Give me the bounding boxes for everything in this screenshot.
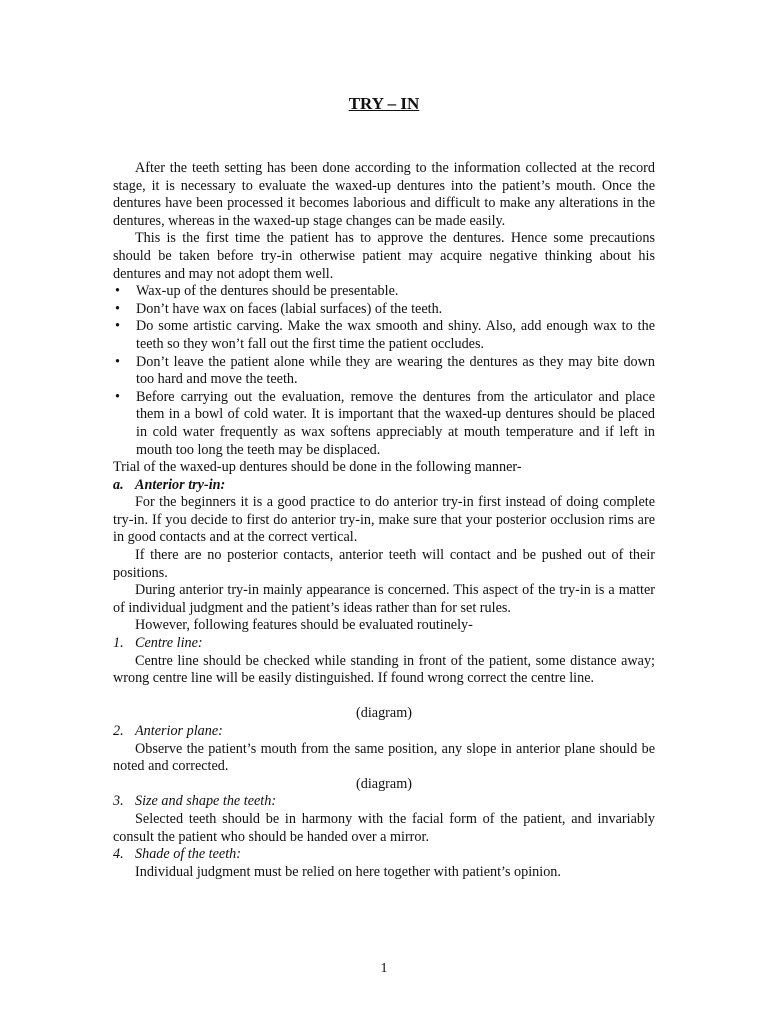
section-heading-a: a. Anterior try-in: [113,476,226,493]
item-paragraph: Selected teeth should be in harmony with the facial form of the patient, and invariably consult the patient who should be handed over a mirror. [113,810,655,845]
list-item: • Don’t leave the patient alone while they are wearing the dentures as they may bite down too hard and move the teeth. [115,353,655,388]
item-heading: 4. Shade of the teeth: [113,846,241,863]
page-number: 1 [380,961,388,976]
page-title: TRY – IN [348,94,420,113]
item-heading: 1. Centre line: [113,635,203,652]
list-item: • Don’t have wax on faces (labial surfaces) of the teeth. [115,300,443,317]
item-paragraph: Individual judgment must be relied on here together with patient’s opinion. [135,863,561,880]
intro-paragraph: This is the first time the patient has to approve the dentures. Hence some precautions should be taken before try-in otherwise patient may acquire negative thinking about his dentures and may not adopt them well. [113,230,655,282]
item-paragraph: Observe the patient’s mouth from the same position, any slope in anterior plane should be noted and corrected. [113,740,655,775]
section-paragraph: However, following features should be evaluated routinely- [135,617,473,634]
bullet-icon: • [115,318,120,335]
section-paragraph: For the beginners it is a good practice to do anterior try-in first instead of doing complete try-in. If you decide to first do anterior try-in, make sure that your posterior occlusion rims are in good contacts and at the correct vertical. [113,494,655,546]
section-paragraph: During anterior try-in mainly appearance is concerned. This aspect of the try-in is a matter of individual judgment and the patient’s ideas rather than for set rules. [113,582,655,616]
trial-line: Trial of the waxed-up dentures should be done in the following manner- [113,459,522,476]
precautions-list [113,283,655,459]
bullet-icon: • [115,283,120,300]
diagram-placeholder: (diagram) [356,705,412,722]
list-item: • Wax-up of the dentures should be presentable. [115,283,399,300]
intro-paragraph: After the teeth setting has been done according to the information collected at the record stage, it is necessary to evaluate the waxed-up dentures into the patient’s mouth. Once the dentures have been processed it becomes laborious and difficult to make any alterations in the dentures, whereas in the waxed-up stage changes can be made easily. [113,160,655,229]
bullet-icon: • [115,300,120,317]
item-heading: 3. Size and shape the teeth: [113,793,277,810]
diagram-placeholder: (diagram) [356,775,412,792]
section-paragraph: If there are no posterior contacts, anterior teeth will contact and be pushed out of their positions. [113,547,655,581]
item-heading: 2. Anterior plane: [113,723,223,739]
list-item: • Do some artistic carving. Make the wax smooth and shiny. Also, add enough wax to the teeth so they won’t fall out the first time the patient occludes. [115,318,655,352]
document-body [113,160,655,881]
bullet-icon: • [115,353,120,370]
list-item: • Before carrying out the evaluation, remove the dentures from the articulator and place them in a bowl of cold water. It is important that the waxed-up dentures should be placed in cold water frequently as wax softens appreciably at mouth temperature and if left in mouth too long the teeth may be displaced. [115,388,655,458]
bullet-icon: • [115,388,120,405]
item-paragraph: Centre line should be checked while standing in front of the patient, some distance away; wrong centre line will be easily distinguished. If found wrong correct the centre line. [113,652,655,687]
